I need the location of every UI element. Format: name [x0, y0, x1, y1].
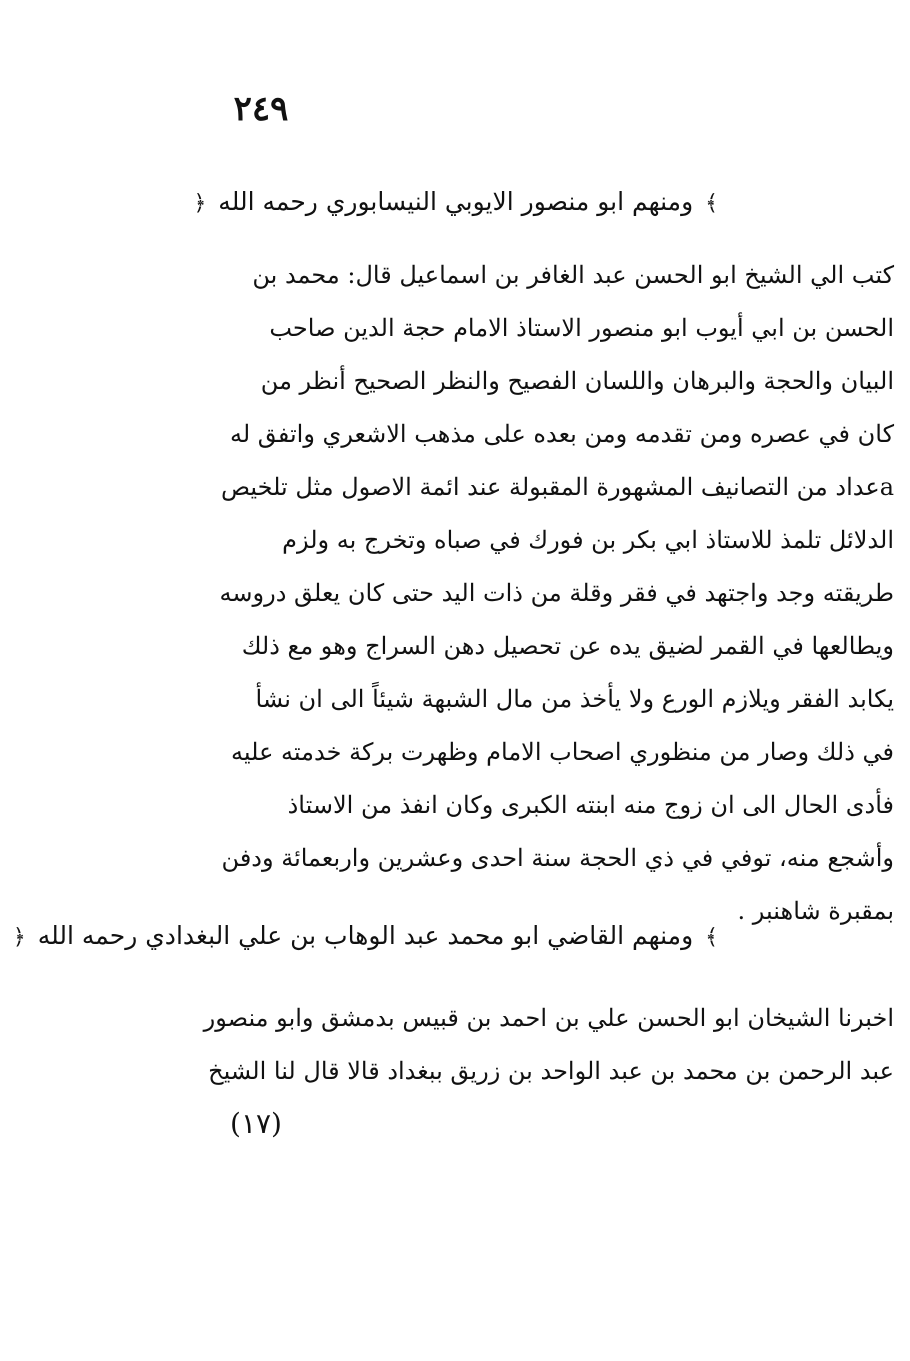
- ornament-close-bracket: ﴾: [705, 925, 718, 950]
- signature-mark: (١٧): [230, 1107, 282, 1140]
- biography-paragraph-abu-mansur: كتب الي الشيخ ابو الحسن عبد الغافر بن اسماعيل قال: محمد بن الحسن بن ابي أيوب ابو منصور الاستاذ الامام حجة الدين صاحب البيان والحجة والبرهان واللسان الفصيح والنظر الصحيح أنظر من كان في عصره ومن تقدمه ومن بعده على مذهب الاشعري واتفق له aعداد من التصانيف المشهورة المقبولة عند ائمة الاصول مثل تلخيص الدلائل تلمذ للاستاذ ابي بكر بن فورك في صباه وتخرج به ولزم طريقته وجد واجتهد في فقر وقلة من ذات اليد حتى كان يعلق دروسه ويطالعها في القمر لضيق يده عن تحصيل دهن السراج وهو مع ذلك يكابد الفقر ويلازم الورع ولا يأخذ من مال الشبهة شيئاً الى ان نشأ في ذلك وصار من منظوري اصحاب الامام وظهرت بركة خدمته عليه فأدى الحال الى ان زوج منه ابنته الكبرى وكان انفذ من الاستاذ وأشجع منه، توفي في ذي الحجة سنة احدى وعشرين واربعمائة ودفن بمقبرة شاهنبر .: [219, 261, 894, 925]
- heading-text: ومنهم ابو منصور الايوبي النيسابوري رحمه الله: [218, 187, 694, 216]
- ornament-open-bracket: ﴿: [12, 925, 26, 950]
- heading-text: ومنهم القاضي ابو محمد عبد الوهاب بن علي البغدادي رحمه الله: [37, 921, 694, 950]
- ornament-close-bracket: ﴾: [705, 191, 718, 216]
- page-number: ٢٤٩: [233, 89, 289, 129]
- ornament-open-bracket: ﴿: [193, 191, 207, 216]
- section-heading-abu-mansur: [189, 182, 722, 224]
- section-heading-abd-al-wahhab: [9, 916, 722, 958]
- biography-paragraph-abd-al-wahhab: اخبرنا الشيخان ابو الحسن علي بن احمد بن قبيس بدمشق وابو منصور عبد الرحمن بن محمد بن عبد الواحد بن زريق ببغداد قالا قال لنا الشيخ: [203, 1004, 894, 1085]
